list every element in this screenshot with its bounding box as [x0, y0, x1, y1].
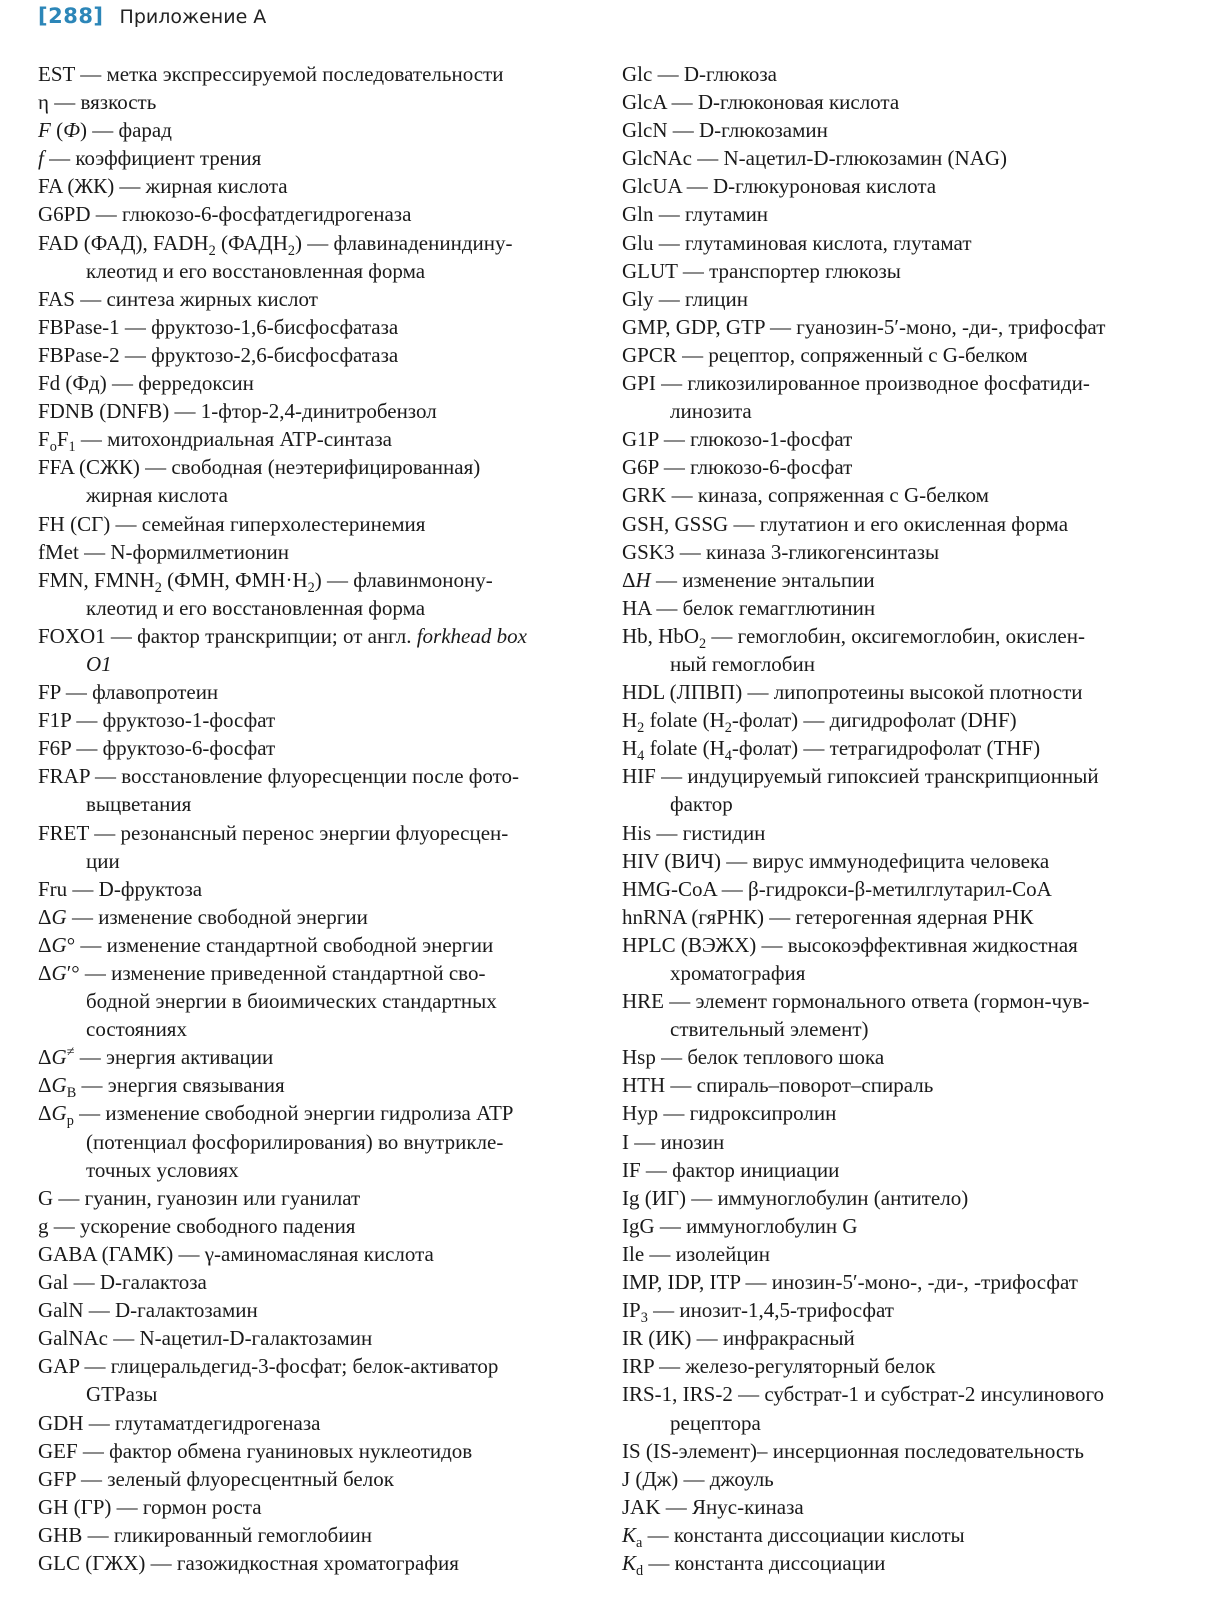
entry-continuation: клеотид и его восстановленная форма — [86, 595, 426, 620]
glossary-entry: $H_2$ folate $(H_2-фолат)$ — дигидрофолат (DHF) — [622, 708, 1017, 737]
glossary-entry: $\Delta G_B$ — энергия связывания — [38, 1073, 285, 1102]
glossary-entry: IRS-1, IRS-2 — субстрат-1 и субстрат-2 инсулинового — [622, 1382, 1105, 1407]
glossary-entry: ΔG≠ — энергия активации — [38, 1044, 274, 1070]
glossary-entry: Glu — глутаминовая кислота, глутамат — [622, 230, 972, 255]
glossary-entry: G6PD — глюкозо-6-фосфатдегидрогеназа — [38, 202, 412, 227]
entry-continuation: клеотид и его восстановленная форма — [86, 258, 426, 283]
glossary-entry: GMP, GDP, GTP — гуанозин-5′-моно, -ди-, трифосфат — [622, 314, 1106, 339]
glossary-entry: HIF — индуцируемый гипоксией транскрипционный — [622, 764, 1099, 789]
glossary-entry: FDNB (DNFB) — 1-фтор-2,4-динитробензол — [38, 399, 437, 424]
glossary-entry: hnRNA (гяРНК) — гетерогенная ядерная РНК — [622, 904, 1034, 929]
glossary-entry: GLC (ГЖХ) — газожидкостная хроматография — [38, 1550, 459, 1575]
glossary-entry: FP — флавопротеин — [38, 680, 219, 705]
glossary-entry: HIV (ВИЧ) — вирус иммунодефицита человека — [622, 848, 1050, 873]
glossary-entry: f — коэффициент трения — [38, 146, 262, 171]
glossary-entry: G1P — глюкозо-1-фосфат — [622, 427, 853, 452]
glossary-entry: IF — фактор инициации — [622, 1157, 840, 1182]
glossary-entry: HTH — спираль–поворот–спираль — [622, 1073, 934, 1098]
entry-continuation: фактор — [670, 792, 733, 817]
entry-continuation: рецептора — [670, 1410, 761, 1435]
glossary-entry: Glc — D-глюкоза — [622, 62, 777, 86]
glossary-entry: FA (ЖК) — жирная кислота — [38, 174, 288, 199]
section-title: Приложение А — [119, 6, 267, 28]
glossary-entry: GABA (ГАМК) — γ-аминомасляная кислота — [38, 1241, 434, 1266]
glossary-entry: GRK — киназа, сопряженная с G-белком — [622, 483, 989, 508]
entry-continuation: O1 — [86, 651, 112, 676]
glossary-entry: GlcNAc — N-ацетил-D-глюкозамин (NAG) — [622, 146, 1008, 171]
entry-continuation: хроматография — [670, 961, 806, 985]
glossary-entry: I — инозин — [622, 1129, 725, 1154]
glossary-entry: G6P — глюкозо-6-фосфат — [622, 455, 853, 480]
glossary-entry: ΔG° — изменение стандартной свободной энергии — [38, 932, 494, 957]
glossary-entry: GAP — глицеральдегид-3-фосфат; белок-активатор — [38, 1354, 499, 1379]
glossary-entry: $H_4$ folate $(H_4-фолат)$ — тетрагидрофолат (THF) — [622, 736, 1041, 765]
glossary-entry: Gal — D-галактоза — [38, 1270, 207, 1295]
glossary-entry: $K_a$ — константа диссоциации кислоты — [622, 1522, 965, 1552]
glossary-entry: GlcA — D-глюконовая кислота — [622, 90, 900, 115]
glossary-entry: EST — метка экспрессируемой последовательности — [38, 62, 504, 86]
glossary-entry: GHB — гликированный гемоглобиин — [38, 1522, 372, 1547]
glossary-entry: GPCR — рецептор, сопряженный с G-белком — [622, 342, 1028, 367]
entry-continuation: ный гемоглобин — [670, 651, 815, 676]
glossary-entry: G — гуанин, гуанозин или гуанилат — [38, 1185, 361, 1210]
glossary-entry: Hyp — гидроксипролин — [622, 1101, 837, 1126]
glossary-entry: $\Delta G_p$ — изменение свободной энергии гидролиза ATP — [38, 1101, 514, 1130]
glossary-entry: $K_d$ — константа диссоциации — [622, 1550, 886, 1580]
glossary-entry: GFP — зеленый флуоресцентный белок — [38, 1466, 394, 1491]
glossary-entry: Hsp — белок теплового шока — [622, 1045, 885, 1070]
glossary-entry: HDL (ЛПВП) — липопротеины высокой плотности — [622, 680, 1083, 705]
glossary-entry: Gly — глицин — [622, 286, 748, 311]
glossary-entry: Ile — изолейцин — [622, 1241, 771, 1266]
glossary-entry: FOXO1 — фактор транскрипции; от англ. forkhead box — [38, 623, 527, 648]
glossary-entry: ΔH — изменение энтальпии — [622, 567, 875, 592]
glossary-entry: IMP, IDP, ITP — инозин-5′-моно-, -ди-, -трифосфат — [622, 1270, 1078, 1295]
glossary-entry: His — гистидин — [622, 820, 766, 845]
glossary-entry: $F_oF_1$ — митохондриальная ATP-синтаза — [38, 427, 392, 456]
glossary-entry: F1P — фруктозо-1-фосфат — [38, 708, 276, 733]
glossary-entry: Fd (Фд) — ферредоксин — [38, 371, 254, 396]
page-header — [38, 4, 266, 38]
entry-continuation: бодной энергии в биоимических стандартных — [86, 989, 497, 1014]
glossary-entry: HPLC (ВЭЖХ) — высокоэффективная жидкостная — [622, 932, 1078, 957]
entry-continuation: состояниях — [86, 1017, 187, 1042]
glossary-entry: GalN — D-галактозамин — [38, 1298, 258, 1323]
glossary-entry: fMet — N-формилметионин — [38, 539, 290, 564]
glossary-entry: GalNAc — N-ацетил-D-галактозамин — [38, 1326, 373, 1351]
glossary-entry: GLUT — транспортер глюкозы — [622, 258, 901, 283]
glossary-entry: FMN, $FMNH_2$ (ФМН, $ФМН\cdot Н_2$) — флавинмонону- — [38, 567, 493, 596]
glossary-entry: F (Ф) — фарад — [38, 118, 172, 143]
glossary-entry: JAK — Янус-киназа — [622, 1494, 804, 1519]
glossary-entry: J (Дж) — джоуль — [622, 1466, 774, 1491]
glossary-entry: HMG-CoA — β-гидрокси-β-метилглутарил-CoA — [622, 876, 1052, 901]
glossary-entry: HRE — элемент гормонального ответа (гормон-чув- — [622, 989, 1090, 1014]
glossary-entry: FRET — резонансный перенос энергии флуоресцен- — [38, 820, 509, 845]
glossary-entry: Fru — D-фруктоза — [38, 876, 203, 901]
entry-continuation: линозита — [670, 399, 752, 424]
entry-continuation: точных условиях — [86, 1157, 239, 1182]
entry-continuation: жирная кислота — [86, 483, 228, 508]
glossary-entry: FBPase-1 — фруктозо-1,6-бисфосфатаза — [38, 314, 399, 339]
glossary-entry: Gln — глутамин — [622, 202, 769, 227]
glossary-entry: FAS — синтеза жирных кислот — [38, 286, 318, 311]
glossary-entry: FH (СГ) — семейная гиперхолестеринемия — [38, 511, 426, 536]
glossary-entry: IS (IS-элемент)– инсерционная последовательность — [622, 1438, 1084, 1463]
glossary-entry: F6P — фруктозо-6-фосфат — [38, 736, 276, 761]
glossary-entry: GSH, GSSG — глутатион и его окисленная форма — [622, 511, 1069, 536]
glossary-entry: FRAP — восстановление флуоресценции после фото- — [38, 764, 519, 789]
glossary-entry: GPI — гликозилированное производное фосфатиди- — [622, 371, 1090, 396]
page-number: [288] — [38, 4, 104, 28]
abbreviation-column-right — [622, 60, 1202, 1580]
glossary-entry: Ig (ИГ) — иммуноглобулин (антитело) — [622, 1185, 969, 1210]
glossary-entry: GDH — глутаматдегидрогеназа — [38, 1410, 321, 1435]
glossary-entry: ΔG′° — изменение приведенной стандартной сво- — [38, 961, 486, 985]
glossary-entry: IR (ИК) — инфракрасный — [622, 1326, 855, 1351]
glossary-entry: ΔG — изменение свободной энергии — [38, 904, 368, 929]
glossary-entry: GlcUA — D-глюкуроновая кислота — [622, 174, 937, 199]
glossary-entry: Hb, HbO$_2$ — гемоглобин, оксигемоглобин, окислен- — [622, 623, 1085, 653]
glossary-entry: GSK3 — киназа 3-гликогенсинтазы — [622, 539, 940, 564]
entry-continuation: выцветания — [86, 792, 192, 817]
glossary-entry: GH (ГР) — гормон роста — [38, 1494, 262, 1519]
glossary-entry: FAD (ФАД), $FADH_2$ $(ФАДН_2)$ — флавинадениндину- — [38, 230, 513, 259]
glossary-entry: g — ускорение свободного падения — [38, 1213, 356, 1238]
glossary-entry: GEF — фактор обмена гуаниновых нуклеотидов — [38, 1438, 473, 1463]
glossary-entry: $IP_3$ — инозит-1,4,5-трифосфат — [622, 1298, 894, 1327]
entry-continuation: GTPазы — [86, 1382, 158, 1407]
glossary-entry: η — вязкость — [38, 90, 157, 115]
glossary-entry: GlcN — D-глюкозамин — [622, 118, 828, 143]
glossary-entry: FBPase-2 — фруктозо-2,6-бисфосфатаза — [38, 342, 399, 367]
glossary-entry: IRP — железо-регуляторный белок — [622, 1354, 936, 1379]
entry-continuation: ции — [86, 848, 120, 873]
entry-continuation: ствительный элемент) — [670, 1017, 869, 1042]
entry-continuation: (потенциал фосфорилирования) во внутрикле- — [86, 1129, 504, 1154]
glossary-entry: FFA (СЖК) — свободная (неэтерифицированная) — [38, 455, 481, 480]
glossary-entry: IgG — иммуноглобулин G — [622, 1213, 858, 1238]
abbreviation-column-left — [38, 60, 598, 1577]
glossary-entry: HA — белок гемагглютинин — [622, 595, 876, 620]
